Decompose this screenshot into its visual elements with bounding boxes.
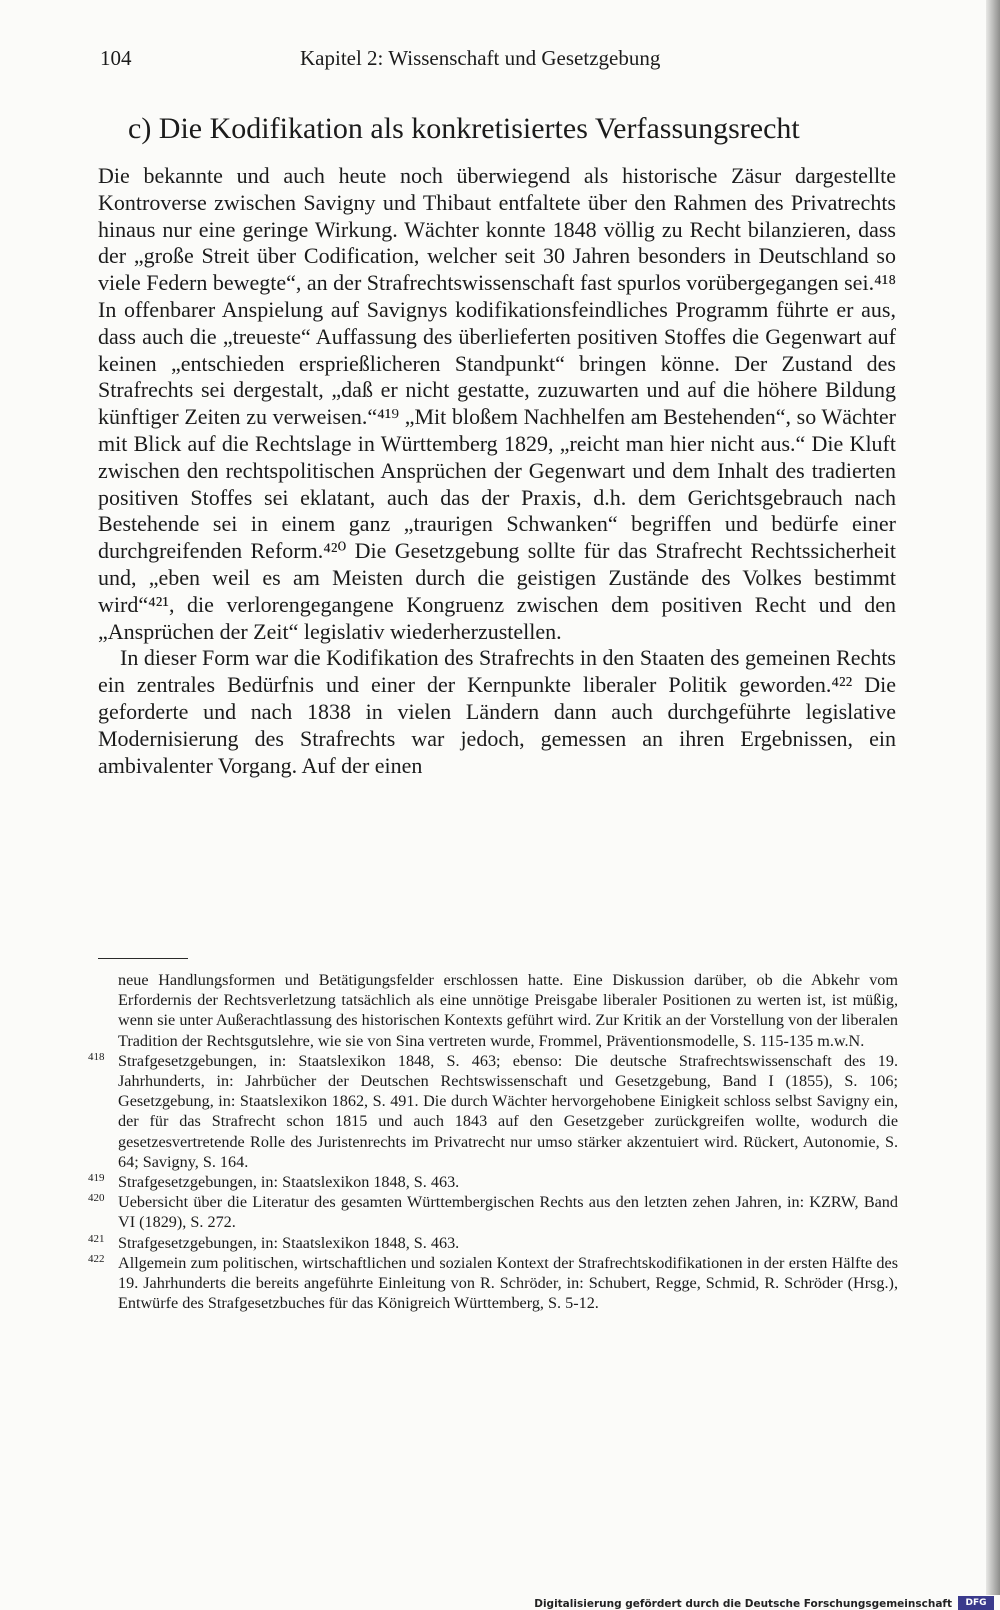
page-number: 104 [100,46,132,70]
paragraph: Die bekannte und auch heute noch überwiegend als historische Zäsur dargestellte Kontroverse zwischen Savigny und Thibaut entfaltete über den Rahmen des Privatrechts hinaus nur eine geringe Wirkung. Wächter konnte 1848 völlig zu Recht bilanzieren, dass der „große Streit über Codification, welcher seit 30 Jahren besonders in Deutschland so viele Federn bewegte“, an der Strafrechtswissenschaft fast spurlos vorübergegangen sei.⁴¹⁸ In offenbarer Anspielung auf Savignys kodifikationsfeindliches Programm führte er aus, dass auch die „treueste“ Auffassung des überlieferten positiven Stoffes die Gegenwart auf keinen „entschieden ersprießlicheren Standpunkt“ bringen könne. Der Zustand des Strafrechts sei dergestalt, „daß er nicht gestatte, zuzuwarten und auf die höhere Bildung künftiger Zeiten zu verweisen.“⁴¹⁹ „Mit bloßem Nachhelfen am Bestehenden“, so Wächter mit Blick auf die Rechtslage in Württemberg 1829, „reicht man hier nicht aus.“ Die Kluft zwischen den rechtspolitischen Ansprüchen der Gegenwart und dem Inhalt des tradierten positiven Stoffes sei eklatant, auch das der Praxis, d.h. dem Gerichtsgebrauch nach Bestehende sei in einem ganz „traurigen Schwanken“ begriffen und bedürfe einer durchgreifenden Reform.⁴²⁰ Die Gesetzgebung sollte für das Strafrecht Rechtssicherheit und, „eben weil es am Meisten durch die geistigen Zustände des Volkes bestimmt wird“⁴²¹, die verlorengegangene Kongruenz zwischen dem positiven Recht und den „Ansprüchen der Zeit“ legislativ wiederherzustellen. [98,163,896,644]
digitization-credit: Digitalisierung gefördert durch die Deutsche Forschungsgemeinschaft [534,1598,952,1610]
footnote-number: 421 [88,1232,105,1245]
body-text [98,163,896,779]
footnote-divider [98,958,188,959]
footnote [88,970,898,1051]
footnote-number: 422 [88,1252,105,1265]
footnote [88,1233,898,1253]
footnote [88,1253,898,1314]
footnote-text: Allgemein zum politischen, wirtschaftlichen und sozialen Kontext der Strafrechtskodifikationen in der ersten Hälfte des 19. Jahrhunderts die bereits angeführte Einleitung von R. Schröder, in: Schubert, Regge, Schmid, R. Schröder (Hrsg.), Entwürfe des Strafgesetzbuches für das Königreich Württemberg, S. 5-12. [118,1253,898,1313]
section-heading: c) Die Kodifikation als konkretisiertes Verfassungsrecht [128,112,800,145]
footnote [88,1172,898,1192]
footnote [88,1051,898,1172]
footnotes [88,970,898,1313]
footnote-number: 420 [88,1192,105,1205]
chapter-title: Kapitel 2: Wissenschaft und Gesetzgebung [300,46,661,70]
page-edge-shadow [986,0,1000,1595]
footnote-text: Uebersicht über die Literatur des gesamten Württembergischen Rechts aus den letzten zehen Jahren, in: KZRW, Band VI (1829), S. 272. [118,1193,898,1232]
footnote [88,1192,898,1232]
footnote-text: Strafgesetzgebungen, in: Staatslexikon 1848, S. 463; ebenso: Die deutsche Strafrechtswissenschaft des 19. Jahrhunderts, in: Jahrbücher der Deutschen Rechtswissenschaft und Gesetzgebung, Band I (1855), S. 106; Gesetzgebung, in: Staatslexikon 1862, S. 491. Die durch Wächter hervorgehobene Einigkeit schloss selbst Savigny ein, der für das Strafrecht schon 1815 und auch 1843 auf den Gesetzgeber zurückgreifen wollte, wodurch die gesetzesvertretende Rolle des Juristenrechts im Privatrecht nur umso stärker akzentuiert wird. Rückert, Autonomie, S. 64; Savigny, S. 164. [118,1051,898,1171]
paragraph: In dieser Form war die Kodifikation des Strafrechts in den Staaten des gemeinen Rechts ein zentrales Bedürfnis und einer der Kernpunkte liberaler Politik geworden.⁴²² Die geforderte und nach 1838 in vielen Ländern dann auch durchgeführte legislative Modernisierung des Strafrechts war jedoch, gemessen an ihren Ergebnissen, ein ambivalenter Vorgang. Auf der einen [98,645,896,778]
footnote-text: neue Handlungsformen und Betätigungsfelder erschlossen hatte. Eine Diskussion darüber, ob die Abkehr vom Erfordernis der Rechtsverletzung tatsächlich als eine unnötige Preisgabe liberaler Positionen zu werten ist, ist müßig, wenn sie unter Außerachtlassung des historischen Kontexts geführt wird. Zur Kritik an der Vorstellung von der liberalen Tradition der Rechtsgutslehre, wie sie von Sina vertreten wurde, Frommel, Präventionsmodelle, S. 115-135 m.w.N. [118,971,898,1050]
footnote-number: 418 [88,1050,105,1063]
footnote-text: Strafgesetzgebungen, in: Staatslexikon 1848, S. 463. [118,1173,460,1192]
dfg-logo: DFG [958,1596,994,1610]
footnote-number: 419 [88,1172,105,1185]
footnote-text: Strafgesetzgebungen, in: Staatslexikon 1848, S. 463. [118,1233,460,1252]
